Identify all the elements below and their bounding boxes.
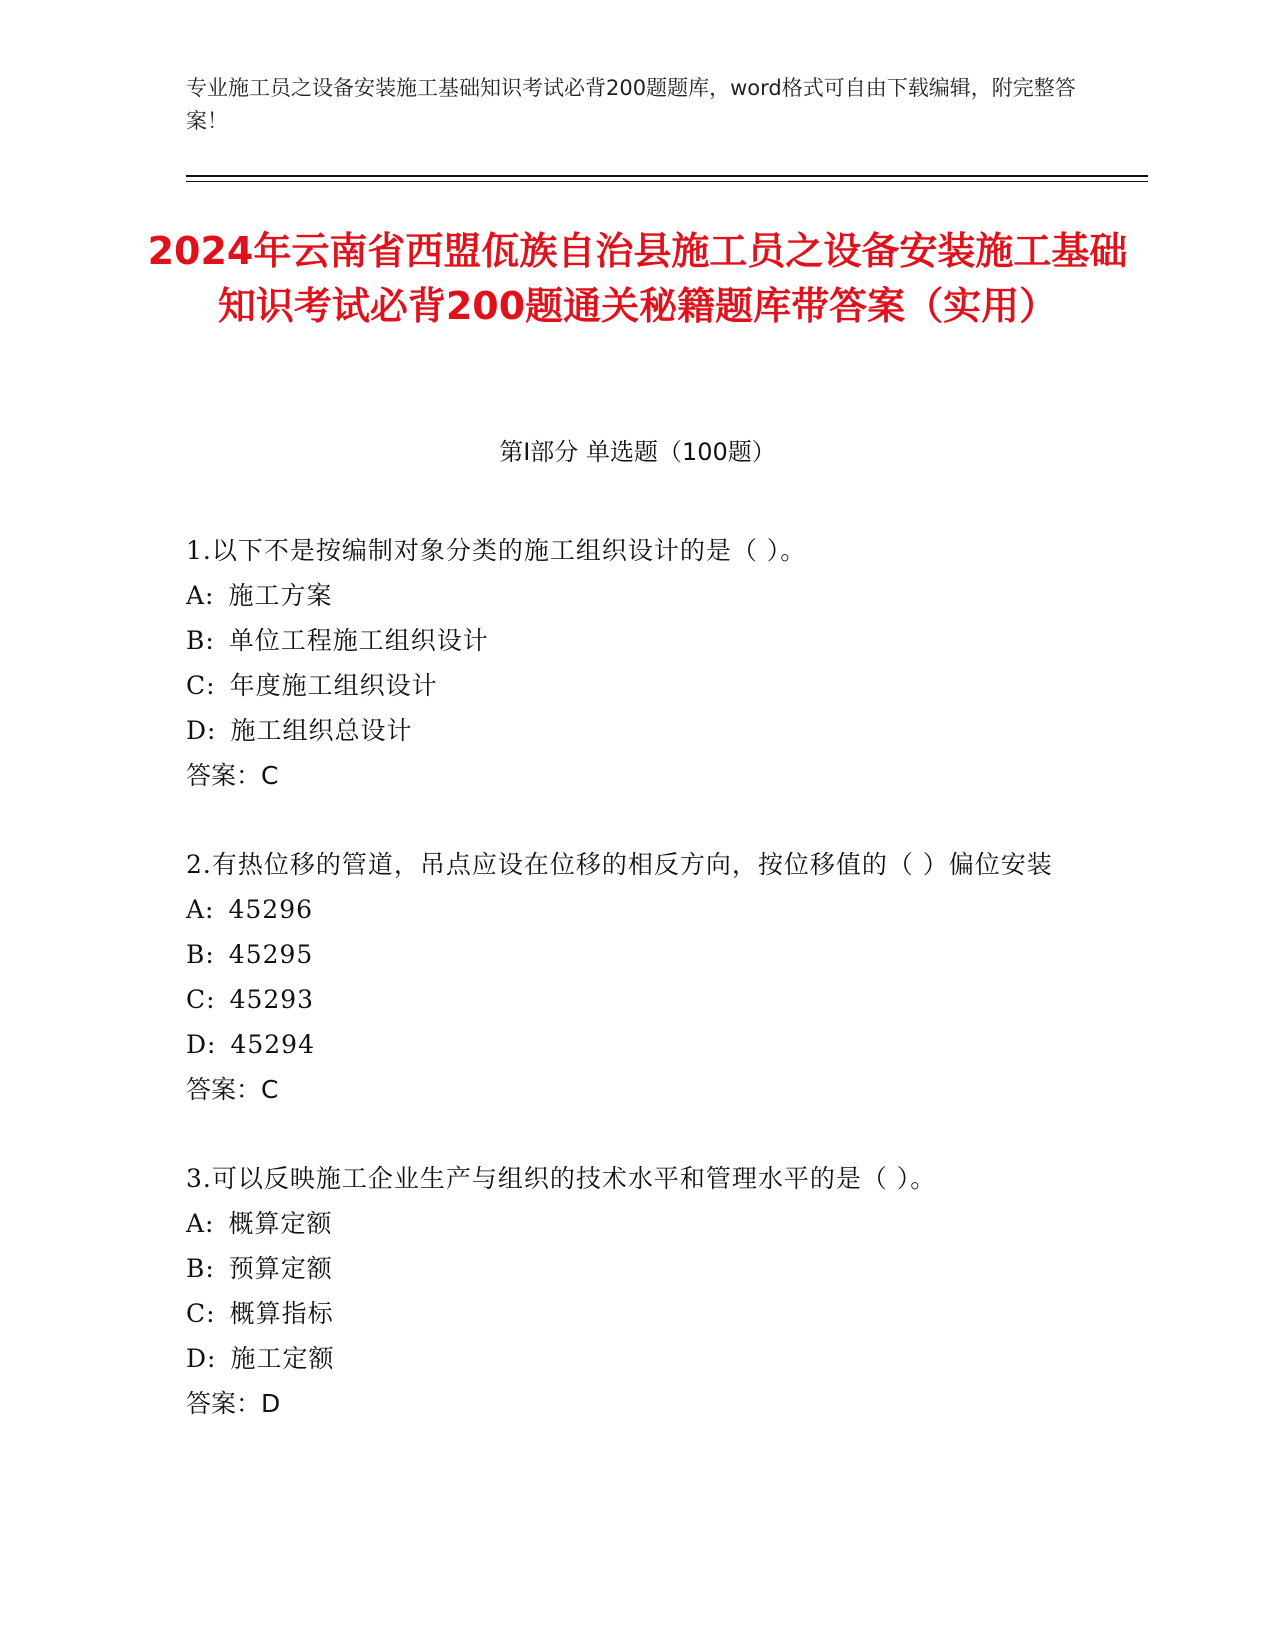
option-label: A:	[186, 895, 215, 924]
answer: 答案：C	[186, 761, 279, 790]
question-2	[186, 842, 1086, 1112]
option-label: C:	[186, 671, 216, 700]
option-text: 施工定额	[230, 1344, 335, 1373]
option-text: 年度施工组织设计	[229, 671, 438, 700]
option-c	[186, 977, 1086, 1022]
option-text: 45296	[228, 895, 314, 924]
option-d	[186, 1336, 1086, 1381]
question-stem: 2.有热位移的管道，吊点应设在位移的相反方向，按位移值的（ ）偏位安装	[186, 850, 1053, 879]
section-title: 第I部分 单选题（100题）	[499, 438, 776, 466]
option-label: D:	[186, 1030, 217, 1059]
option-label: C:	[186, 1299, 216, 1328]
option-text: 预算定额	[228, 1254, 333, 1283]
question-1	[186, 528, 1086, 798]
option-label: A:	[186, 1209, 215, 1238]
option-c	[186, 1291, 1086, 1336]
option-b	[186, 1246, 1086, 1291]
option-text: 45293	[229, 985, 315, 1014]
document-title: 2024年云南省西盟佤族自治县施工员之设备安装施工基础知识考试必背200题通关秘籍题库带答案（实用）	[147, 229, 1128, 328]
header-rule-thin	[186, 181, 1148, 182]
option-b	[186, 618, 1086, 663]
option-text: 45295	[228, 940, 314, 969]
option-label: B:	[186, 626, 215, 655]
option-b	[186, 932, 1086, 977]
option-a	[186, 573, 1086, 618]
option-label: B:	[186, 1254, 215, 1283]
option-label: B:	[186, 940, 215, 969]
option-label: A:	[186, 581, 215, 610]
question-list	[186, 528, 1086, 1470]
question-stem: 3.可以反映施工企业生产与组织的技术水平和管理水平的是（ ）。	[186, 1164, 937, 1193]
option-a	[186, 1201, 1086, 1246]
option-text: 单位工程施工组织设计	[228, 626, 489, 655]
option-label: D:	[186, 1344, 217, 1373]
question-stem: 1.以下不是按编制对象分类的施工组织设计的是（ ）。	[186, 536, 807, 565]
option-text: 45294	[230, 1030, 315, 1059]
header-note: 专业施工员之设备安装施工基础知识考试必背200题题库，word格式可自由下载编辑，附完整答案！	[186, 76, 1076, 133]
answer: 答案：C	[186, 1075, 279, 1104]
option-a	[186, 887, 1086, 932]
option-text: 施工方案	[228, 581, 333, 610]
option-d	[186, 1022, 1086, 1067]
option-text: 概算定额	[228, 1209, 333, 1238]
question-3	[186, 1156, 1086, 1426]
option-text: 概算指标	[229, 1299, 334, 1328]
option-d	[186, 708, 1086, 753]
header-rule-thick	[186, 175, 1148, 177]
answer: 答案：D	[186, 1389, 281, 1418]
option-label: C:	[186, 985, 216, 1014]
option-label: D:	[186, 716, 217, 745]
option-text: 施工组织总设计	[230, 716, 413, 745]
option-c	[186, 663, 1086, 708]
